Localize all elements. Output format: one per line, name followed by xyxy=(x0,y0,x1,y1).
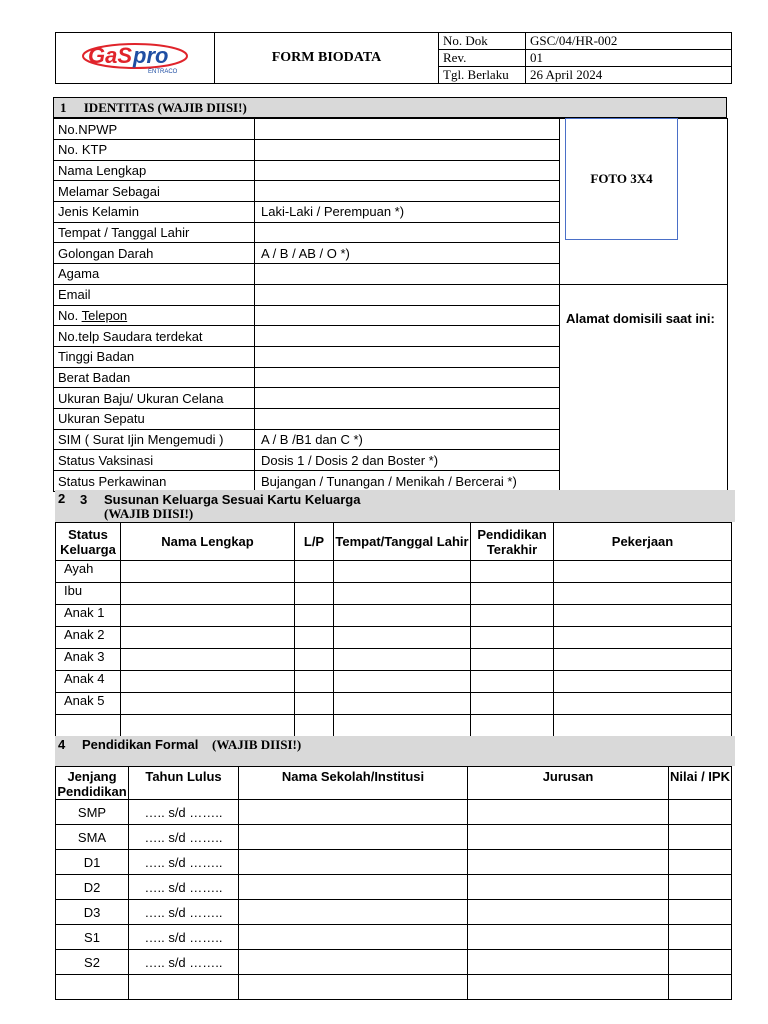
section1-number: 1 xyxy=(60,100,67,115)
gaspro-logo-icon xyxy=(80,41,190,75)
meta-label: Rev. xyxy=(439,50,526,67)
education-level xyxy=(56,975,129,1000)
family-input-cell[interactable] xyxy=(471,583,554,605)
header-table xyxy=(55,32,732,84)
family-input-cell[interactable] xyxy=(471,605,554,627)
education-level: D1 xyxy=(56,850,129,875)
education-input-cell[interactable] xyxy=(669,875,732,900)
identity-label: Golongan Darah xyxy=(54,243,255,264)
meta-value: 01 xyxy=(526,50,732,67)
education-row xyxy=(56,875,732,900)
section4-number: 4 xyxy=(58,737,66,752)
family-input-cell[interactable] xyxy=(554,649,732,671)
family-input-cell[interactable] xyxy=(295,627,334,649)
family-row xyxy=(56,561,732,583)
company-logo xyxy=(56,33,214,83)
identity-label: Email xyxy=(54,284,255,305)
section4-title-suffix: (WAJIB DIISI!) xyxy=(212,737,302,752)
family-status: Anak 1 xyxy=(56,605,121,627)
education-level: D3 xyxy=(56,900,129,925)
section3-title: Susunan Keluarga Sesuai Kartu Keluarga xyxy=(104,492,361,507)
family-row xyxy=(56,715,732,737)
section4-header xyxy=(55,736,735,766)
family-col-header: Pekerjaan xyxy=(554,523,732,561)
photo-label: FOTO 3X4 xyxy=(590,171,653,186)
identity-label-underlined: Telepon xyxy=(81,307,128,323)
meta-label: Tgl. Berlaku xyxy=(439,67,526,84)
education-year-field[interactable]: ….. s/d …….. xyxy=(129,875,239,900)
education-input-cell[interactable] xyxy=(239,925,468,950)
education-level: D2 xyxy=(56,875,129,900)
family-input-cell[interactable] xyxy=(471,715,554,737)
section3-number: 3 xyxy=(80,492,88,507)
svg-text:pro: pro xyxy=(133,43,169,68)
meta-value: 26 April 2024 xyxy=(526,67,732,84)
education-col-header: Jenjang Pendidikan xyxy=(56,767,129,800)
family-col-header: Nama Lengkap xyxy=(121,523,295,561)
identity-label: Status Vaksinasi xyxy=(54,450,255,471)
family-input-cell[interactable] xyxy=(554,671,732,693)
family-input-cell[interactable] xyxy=(334,715,471,737)
education-input-cell[interactable] xyxy=(468,925,669,950)
identity-label: No. KTP xyxy=(54,140,255,161)
family-input-cell[interactable] xyxy=(121,715,295,737)
family-status: Ibu xyxy=(56,583,121,605)
education-input-cell[interactable] xyxy=(669,925,732,950)
family-input-cell[interactable] xyxy=(121,561,295,583)
education-level: S2 xyxy=(56,950,129,975)
education-input-cell[interactable] xyxy=(669,825,732,850)
education-year-field[interactable] xyxy=(129,975,239,1000)
identity-label: Nama Lengkap xyxy=(54,160,255,181)
education-input-cell[interactable] xyxy=(239,850,468,875)
education-input-cell[interactable] xyxy=(468,825,669,850)
education-year-field[interactable]: ….. s/d …….. xyxy=(129,900,239,925)
identity-value-field[interactable] xyxy=(255,160,560,181)
family-input-cell[interactable] xyxy=(471,649,554,671)
family-input-cell[interactable] xyxy=(471,627,554,649)
education-year-field[interactable]: ….. s/d …….. xyxy=(129,800,239,825)
education-row xyxy=(56,800,732,825)
family-input-cell[interactable] xyxy=(471,693,554,715)
family-row xyxy=(56,605,732,627)
education-col-header: Tahun Lulus xyxy=(129,767,239,800)
education-input-cell[interactable] xyxy=(468,800,669,825)
identity-label: Melamar Sebagai xyxy=(54,181,255,202)
family-input-cell[interactable] xyxy=(295,649,334,671)
education-year-field[interactable]: ….. s/d …….. xyxy=(129,925,239,950)
photo-box[interactable] xyxy=(565,118,678,240)
education-row xyxy=(56,825,732,850)
education-input-cell[interactable] xyxy=(468,875,669,900)
section1-header xyxy=(53,97,727,118)
education-col-header: Nilai / IPK xyxy=(669,767,732,800)
identity-label: Berat Badan xyxy=(54,367,255,388)
education-row xyxy=(56,950,732,975)
education-input-cell[interactable] xyxy=(239,950,468,975)
form-title: FORM BIODATA xyxy=(215,33,439,84)
identity-value-field[interactable] xyxy=(255,367,560,388)
education-input-cell[interactable] xyxy=(669,950,732,975)
education-input-cell[interactable] xyxy=(468,850,669,875)
identity-label-prefix: No. xyxy=(58,307,82,323)
logo-cell xyxy=(56,33,215,84)
svg-text:ENTRACO: ENTRACO xyxy=(148,69,178,75)
identity-value-field[interactable]: A / B /B1 dan C *) xyxy=(255,429,560,450)
education-input-cell[interactable] xyxy=(468,950,669,975)
identity-value-field[interactable]: Laki-Laki / Perempuan *) xyxy=(255,202,560,223)
family-input-cell[interactable] xyxy=(295,715,334,737)
family-input-cell[interactable] xyxy=(554,693,732,715)
education-level: SMP xyxy=(56,800,129,825)
family-input-cell[interactable] xyxy=(295,671,334,693)
family-input-cell[interactable] xyxy=(334,605,471,627)
family-input-cell[interactable] xyxy=(554,715,732,737)
education-row xyxy=(56,850,732,875)
education-input-cell[interactable] xyxy=(669,800,732,825)
meta-value: GSC/04/HR-002 xyxy=(526,33,732,50)
meta-label: No. Dok xyxy=(439,33,526,50)
family-input-cell[interactable] xyxy=(334,649,471,671)
identity-label: No.telp Saudara terdekat xyxy=(54,326,255,347)
family-col-header: Pendidikan Terakhir xyxy=(471,523,554,561)
identity-label: Tinggi Badan xyxy=(54,346,255,367)
family-input-cell[interactable] xyxy=(334,693,471,715)
identity-value-field[interactable] xyxy=(255,305,560,326)
identity-label: Ukuran Sepatu xyxy=(54,408,255,429)
education-table xyxy=(55,766,732,1000)
education-row xyxy=(56,900,732,925)
education-col-header: Nama Sekolah/Institusi xyxy=(239,767,468,800)
family-input-cell[interactable] xyxy=(554,583,732,605)
family-input-cell[interactable] xyxy=(121,583,295,605)
identity-value-field[interactable] xyxy=(255,222,560,243)
svg-text:GaS: GaS xyxy=(88,43,133,68)
education-year-field[interactable]: ….. s/d …….. xyxy=(129,850,239,875)
family-table xyxy=(55,522,732,737)
education-input-cell[interactable] xyxy=(468,975,669,1000)
family-status: Ayah xyxy=(56,561,121,583)
family-input-cell[interactable] xyxy=(121,671,295,693)
identity-value-field[interactable]: A / B / AB / O *) xyxy=(255,243,560,264)
family-input-cell[interactable] xyxy=(334,561,471,583)
section3-header xyxy=(55,490,735,522)
family-col-header: L/P xyxy=(295,523,334,561)
identity-value-field[interactable] xyxy=(255,346,560,367)
family-input-cell[interactable] xyxy=(334,671,471,693)
family-input-cell[interactable] xyxy=(554,605,732,627)
family-status: Anak 2 xyxy=(56,627,121,649)
identity-row xyxy=(54,284,728,305)
family-status: Anak 3 xyxy=(56,649,121,671)
identity-value-field[interactable]: Bujangan / Tunangan / Menikah / Bercerai *) xyxy=(255,471,560,492)
family-input-cell[interactable] xyxy=(554,561,732,583)
section4-title: Pendidikan Formal xyxy=(82,737,199,752)
family-input-cell[interactable] xyxy=(295,583,334,605)
family-input-cell[interactable] xyxy=(334,627,471,649)
family-col-header: Status Keluarga xyxy=(56,523,121,561)
education-input-cell[interactable] xyxy=(239,825,468,850)
education-input-cell[interactable] xyxy=(239,800,468,825)
family-input-cell[interactable] xyxy=(554,627,732,649)
family-input-cell[interactable] xyxy=(471,561,554,583)
family-status xyxy=(56,715,121,737)
family-input-cell[interactable] xyxy=(334,583,471,605)
identity-value-field[interactable] xyxy=(255,119,560,140)
identity-value-field[interactable] xyxy=(255,284,560,305)
family-input-cell[interactable] xyxy=(121,627,295,649)
family-input-cell[interactable] xyxy=(295,605,334,627)
family-input-cell[interactable] xyxy=(121,605,295,627)
education-input-cell[interactable] xyxy=(468,900,669,925)
identity-value-field[interactable] xyxy=(255,264,560,285)
education-year-field[interactable]: ….. s/d …….. xyxy=(129,825,239,850)
education-input-cell[interactable] xyxy=(239,900,468,925)
identity-label: No.NPWP xyxy=(54,119,255,140)
identity-label: SIM ( Surat Ijin Mengemudi ) xyxy=(54,429,255,450)
family-status: Anak 5 xyxy=(56,693,121,715)
identity-value-field[interactable]: Dosis 1 / Dosis 2 dan Boster *) xyxy=(255,450,560,471)
section3-outer-number: 2 xyxy=(58,491,66,506)
identity-label: Tempat / Tanggal Lahir xyxy=(54,222,255,243)
education-row xyxy=(56,925,732,950)
family-input-cell[interactable] xyxy=(121,693,295,715)
section3-title-suffix: (WAJIB DIISI!) xyxy=(104,506,194,521)
identity-value-field[interactable] xyxy=(255,181,560,202)
identity-value-field[interactable] xyxy=(255,326,560,347)
family-status: Anak 4 xyxy=(56,671,121,693)
family-row xyxy=(56,649,732,671)
identity-label: Status Perkawinan xyxy=(54,471,255,492)
family-row xyxy=(56,693,732,715)
family-input-cell[interactable] xyxy=(471,671,554,693)
identity-label: Agama xyxy=(54,264,255,285)
identity-label: Jenis Kelamin xyxy=(54,202,255,223)
education-year-field[interactable]: ….. s/d …….. xyxy=(129,950,239,975)
family-input-cell[interactable] xyxy=(295,561,334,583)
education-input-cell[interactable] xyxy=(669,900,732,925)
education-input-cell[interactable] xyxy=(669,850,732,875)
identity-value-field[interactable] xyxy=(255,408,560,429)
education-level: S1 xyxy=(56,925,129,950)
education-input-cell[interactable] xyxy=(239,975,468,1000)
education-col-header: Jurusan xyxy=(468,767,669,800)
identity-value-field[interactable] xyxy=(255,140,560,161)
family-input-cell[interactable] xyxy=(121,649,295,671)
identity-label: Ukuran Baju/ Ukuran Celana xyxy=(54,388,255,409)
family-row xyxy=(56,583,732,605)
education-row xyxy=(56,975,732,1000)
family-row xyxy=(56,671,732,693)
identity-label xyxy=(54,305,255,326)
education-level: SMA xyxy=(56,825,129,850)
family-row xyxy=(56,627,732,649)
family-input-cell[interactable] xyxy=(295,693,334,715)
address-label: Alamat domisili saat ini: xyxy=(566,311,715,326)
education-input-cell[interactable] xyxy=(239,875,468,900)
identity-value-field[interactable] xyxy=(255,388,560,409)
education-input-cell[interactable] xyxy=(669,975,732,1000)
section1-title: IDENTITAS (WAJIB DIISI!) xyxy=(83,100,247,115)
family-col-header: Tempat/Tanggal Lahir xyxy=(334,523,471,561)
